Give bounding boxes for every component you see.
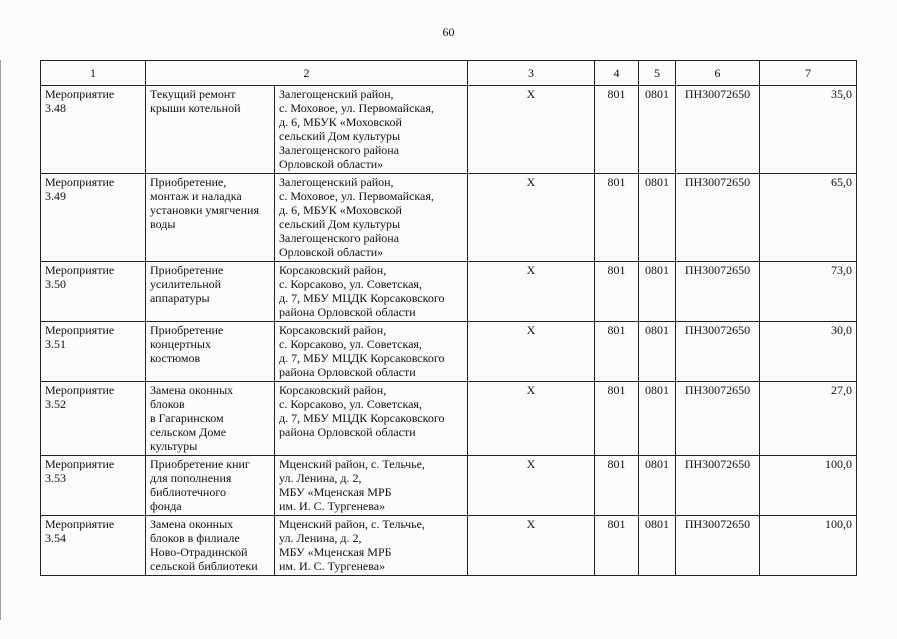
code-cell: ПН30072650 [676,262,760,322]
table-row [41,86,857,174]
amount-cell: 100,0 [760,456,857,516]
code-cell: ПН30072650 [676,86,760,174]
measure-cell: Мероприятие 3.54 [41,516,146,576]
location-cell: Залегощенский район, с. Моховое, ул. Первомайская, д. 6, МБУК «Моховской сельский Дом культуры Залегощенского района Орловской области» [275,174,468,262]
measure-cell: Мероприятие 3.48 [41,86,146,174]
amount-cell: 27,0 [760,382,857,456]
mark-cell: Х [468,516,595,576]
measure-cell: Мероприятие 3.52 [41,382,146,456]
location-cell: Мценский район, с. Тельчье, ул. Ленина, д. 2, МБУ «Мценская МРБ им. И. С. Тургенева» [275,456,468,516]
measure-cell: Мероприятие 3.49 [41,174,146,262]
table-row [41,262,857,322]
col5-cell: 0801 [639,382,676,456]
table-row [41,382,857,456]
code-cell: ПН30072650 [676,456,760,516]
name-cell: Приобретение усилительной аппаратуры [146,262,275,322]
col-header-1: 1 [41,61,146,86]
measures-table [40,60,857,576]
amount-cell: 30,0 [760,322,857,382]
code-cell: ПН30072650 [676,382,760,456]
col5-cell: 0801 [639,322,676,382]
col4-cell: 801 [595,174,639,262]
col-header-3: 3 [468,61,595,86]
measure-cell: Мероприятие 3.50 [41,262,146,322]
col4-cell: 801 [595,382,639,456]
table-row [41,456,857,516]
col4-cell: 801 [595,86,639,174]
col-header-4: 4 [595,61,639,86]
code-cell: ПН30072650 [676,322,760,382]
page-number: 60 [442,25,455,39]
name-cell: Приобретение концертных костюмов [146,322,275,382]
measure-cell: Мероприятие 3.53 [41,456,146,516]
location-cell: Корсаковский район, с. Корсаково, ул. Советская, д. 7, МБУ МЦДК Корсаковского района Орловской области [275,382,468,456]
amount-cell: 100,0 [760,516,857,576]
col4-cell: 801 [595,456,639,516]
amount-cell: 35,0 [760,86,857,174]
mark-cell: Х [468,322,595,382]
name-cell: Приобретение, монтаж и наладка установки умягчения воды [146,174,275,262]
mark-cell: Х [468,86,595,174]
name-cell: Замена оконных блоков в филиале Ново-Отрадинской сельской библиотеки [146,516,275,576]
col-header-6: 6 [676,61,760,86]
col-header-5: 5 [639,61,676,86]
col4-cell: 801 [595,322,639,382]
mark-cell: Х [468,262,595,322]
col5-cell: 0801 [639,262,676,322]
col5-cell: 0801 [639,516,676,576]
location-cell: Корсаковский район, с. Корсаково, ул. Советская, д. 7, МБУ МЦДК Корсаковского района Орловской области [275,322,468,382]
col-header-2: 2 [146,61,468,86]
mark-cell: Х [468,456,595,516]
code-cell: ПН30072650 [676,516,760,576]
mark-cell: Х [468,382,595,456]
name-cell: Замена оконных блоков в Гагаринском сельском Доме культуры [146,382,275,456]
table-row [41,322,857,382]
table-row [41,174,857,262]
amount-cell: 73,0 [760,262,857,322]
location-cell: Корсаковский район, с. Корсаково, ул. Советская, д. 7, МБУ МЦДК Корсаковского района Орловской области [275,262,468,322]
col5-cell: 0801 [639,174,676,262]
amount-cell: 65,0 [760,174,857,262]
code-cell: ПН30072650 [676,174,760,262]
header-row [41,61,857,86]
col4-cell: 801 [595,262,639,322]
name-cell: Приобретение книг для пополнения библиотечного фонда [146,456,275,516]
col-header-7: 7 [760,61,857,86]
location-cell: Мценский район, с. Тельчье, ул. Ленина, д. 2, МБУ «Мценская МРБ им. И. С. Тургенева» [275,516,468,576]
mark-cell: Х [468,174,595,262]
col5-cell: 0801 [639,456,676,516]
table-row [41,516,857,576]
scan-edge-line [0,60,4,620]
measure-cell: Мероприятие 3.51 [41,322,146,382]
col5-cell: 0801 [639,86,676,174]
name-cell: Текущий ремонт крыши котельной [146,86,275,174]
col4-cell: 801 [595,516,639,576]
location-cell: Залегощенский район, с. Моховое, ул. Первомайская, д. 6, МБУК «Моховской сельский Дом культуры Залегощенского района Орловской области» [275,86,468,174]
